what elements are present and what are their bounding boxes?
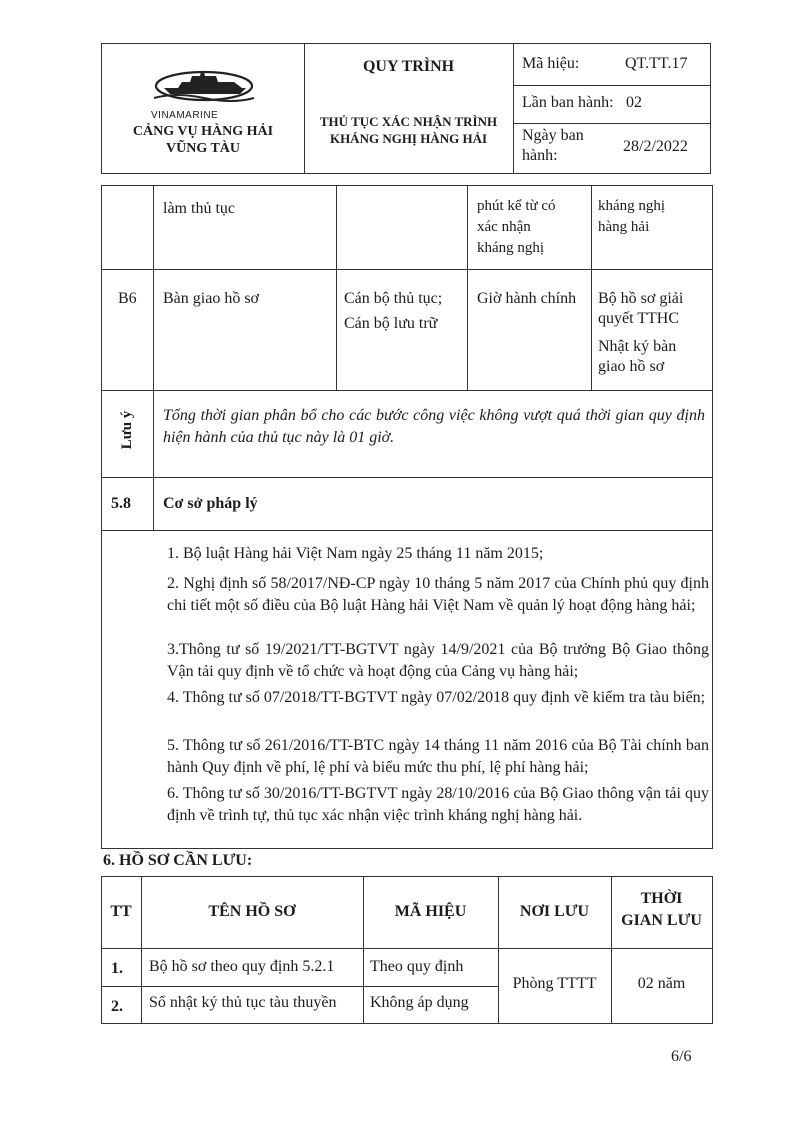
org-brand: VINAMARINE (151, 110, 219, 121)
doc-title-line1: THỦ TỤC XÁC NHẬN TRÌNH (319, 114, 498, 129)
step-b6-result-1: Bộ hồ sơ giải (598, 290, 684, 307)
step-b6-no: B6 (118, 290, 137, 307)
col-place: NƠI LƯU (519, 903, 590, 920)
row1-tt: 1. (111, 960, 123, 977)
cont-result-2: hàng hải (598, 219, 650, 235)
note-text: Tổng thời gian phân bổ cho các bước công việc không vượt quá thời gian quy định hiện hành của thủ tục này là 01 giờ. (163, 407, 705, 446)
legal-item-6: 6. Thông tư số 30/2016/TT-BGTVT ngày 28/10/2016 của Bộ Giao thông vận tải quy định về trình tự, thủ tục xác nhận việc trình kháng nghị hàng hải. (167, 785, 709, 824)
col-name: TÊN HỒ SƠ (208, 903, 296, 920)
col-code: MÃ HIỆU (394, 903, 467, 920)
steps-table (101, 185, 713, 849)
step-b6-task: Bàn giao hồ sơ (163, 290, 260, 307)
section-number: 5.8 (111, 495, 131, 512)
code-value: QT.TT.17 (625, 55, 688, 72)
col-tt: TT (110, 903, 132, 920)
col-retention-1: THỜI (640, 890, 683, 907)
issue-value: 02 (626, 94, 642, 111)
issue-label: Lần ban hành: (522, 94, 614, 111)
cont-time-2: xác nhận (477, 219, 531, 235)
row2-code: Không áp dụng (370, 994, 469, 1011)
org-name-line2: VŨNG TÀU (165, 141, 241, 156)
retention-period: 02 năm (637, 975, 686, 992)
section-title: Cơ sở pháp lý (163, 495, 258, 512)
row1-code: Theo quy định (370, 958, 464, 975)
org-name-line1: CẢNG VỤ HÀNG HẢI (132, 124, 274, 139)
step-b6-result-2: quyết TTHC (598, 310, 680, 327)
page-number: 6/6 (671, 1048, 692, 1065)
step-b6-resp-2: Cán bộ lưu trữ (344, 315, 438, 332)
date-value: 28/2/2022 (623, 138, 688, 155)
date-label-line1: Ngày ban (522, 127, 584, 144)
step-b6-resp-1: Cán bộ thủ tục; (344, 290, 443, 307)
records-heading: 6. HỒ SƠ CẦN LƯU: (103, 852, 253, 869)
row2-name: Sổ nhật ký thủ tục tàu thuyền (149, 994, 337, 1011)
doc-title-line2: KHÁNG NGHỊ HÀNG HẢI (329, 131, 488, 146)
legal-item-3: 3.Thông tư số 19/2021/TT-BGTVT ngày 14/9/2021 của Bộ trưởng Bộ Giao thông Vận tải quy định về tổ chức và hoạt động của Cảng vụ hàng hải; (167, 641, 709, 680)
storage-place: Phòng TTTT (512, 975, 597, 992)
step-b6-result-4: giao hồ sơ (598, 358, 665, 375)
cont-time-1: phút kể từ có (477, 198, 556, 214)
step-b6-result-3: Nhật ký bàn (598, 338, 677, 355)
cont-result-1: kháng nghị (598, 198, 666, 214)
step-b6-time: Giờ hành chính (477, 290, 577, 307)
date-label-line2: hành: (522, 147, 558, 164)
col-retention-2: GIAN LƯU (621, 912, 702, 929)
document-header (101, 43, 711, 174)
legal-item-4: 4. Thông tư số 07/2018/TT-BGTVT ngày 07/02/2018 quy định về kiểm tra tàu biển; (167, 689, 706, 706)
row1-name: Bộ hồ sơ theo quy định 5.2.1 (149, 958, 335, 975)
legal-item-2: 2. Nghị định số 58/2017/NĐ-CP ngày 10 tháng 5 năm 2017 của Chính phủ quy định chi tiết một số điều của Bộ luật Hàng hải Việt Nam về quản lý hoạt động hàng hải; (167, 575, 709, 614)
legal-item-1: 1. Bộ luật Hàng hải Việt Nam ngày 25 tháng 11 năm 2015; (167, 545, 544, 562)
row2-tt: 2. (111, 998, 123, 1015)
note-label: Lưu ý (119, 410, 135, 450)
cont-task: làm thủ tục (163, 200, 235, 217)
doc-type: QUY TRÌNH (362, 58, 455, 75)
code-label: Mã hiệu: (522, 55, 580, 72)
legal-item-5: 5. Thông tư số 261/2016/TT-BTC ngày 14 tháng 11 năm 2016 của Bộ Tài chính ban hành Quy định về phí, lệ phí và biểu mức thu phí, lệ phí hàng hải; (167, 737, 709, 776)
cont-time-3: kháng nghị (477, 240, 545, 256)
records-table (101, 876, 713, 1024)
